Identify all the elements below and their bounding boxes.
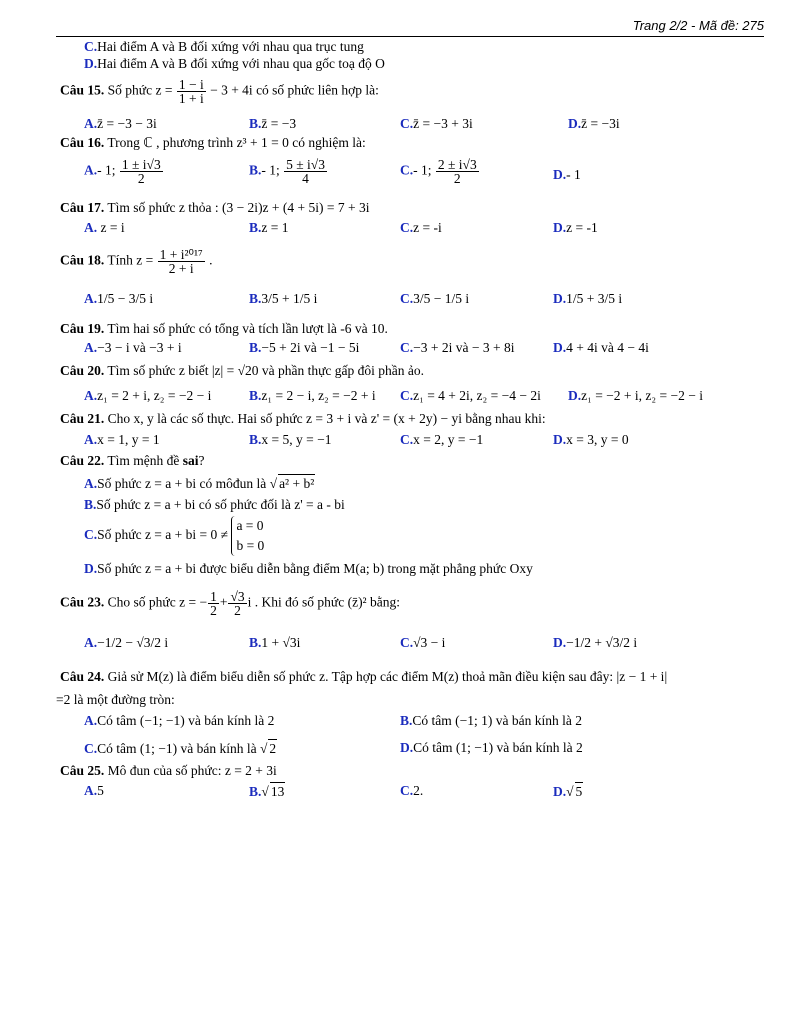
option-value: z₁ = 2 + i, z₂ = −2 − i <box>97 388 212 403</box>
option-label: C. <box>400 635 414 650</box>
option-value: −1/2 + √3/2 i <box>566 635 638 650</box>
question-number: Câu 18. <box>60 252 105 268</box>
option-label: D. <box>553 167 567 182</box>
q25-stem <box>60 762 277 779</box>
sqrt-sign <box>270 476 277 491</box>
option-label: A. <box>84 116 98 131</box>
option-value: z̄ = −3 + 3i <box>413 116 473 131</box>
q21-option-b <box>249 431 331 448</box>
radicand: 5 <box>575 784 583 799</box>
q18-option-a <box>84 290 153 307</box>
fraction <box>228 590 246 617</box>
question-text: Tìm hai số phức có tổng và tích lần lượt là -6 và 10. <box>107 321 388 336</box>
question-text: Tìm số phức z thỏa : <box>107 200 219 215</box>
option-value: z = 1 <box>261 220 289 235</box>
option-text: Hai điểm A và B đối xứng với nhau qua gốc toạ độ O <box>97 56 385 71</box>
q23-option-d <box>553 634 637 651</box>
option-value: Số phức z = a + bi có môđun là <box>97 476 267 491</box>
option-label: A. <box>84 783 98 798</box>
numerator: 1 + i²⁰¹⁷ <box>159 247 203 262</box>
page-header: Trang 2/2 - Mã đề: 275 <box>56 16 764 37</box>
option-value: 3/5 − 1/5 i <box>413 291 470 306</box>
option-value: √3 − i <box>413 635 446 650</box>
math: |z − 1 + i| <box>616 669 668 684</box>
radicand: a² + b² <box>279 476 315 491</box>
option-label: D. <box>553 291 567 306</box>
option-value: 3/5 + 1/5 i <box>261 291 318 306</box>
question-text: Giả sử M(z) là điểm biểu diễn số phức z. Tập hợp các điểm M(z) thoả mãn điều kiện sau đây: <box>107 669 614 684</box>
sqrt-sign <box>566 784 573 799</box>
option-label: D. <box>568 116 582 131</box>
option-value: z = -1 <box>566 220 598 235</box>
fraction <box>158 248 205 275</box>
punctuation: ? <box>198 453 205 468</box>
denominator: 4 <box>302 171 309 186</box>
option-label: D. <box>553 340 567 355</box>
option-label: C. <box>84 527 98 543</box>
question-text: . Khi đó số phức <box>254 594 345 610</box>
math: z = 3 + i <box>305 411 352 426</box>
question-text: Tìm mệnh đề <box>107 453 180 468</box>
q22-option-a <box>84 474 315 492</box>
question-text: =2 là một đường tròn: <box>56 692 175 707</box>
math: z = − <box>179 594 208 610</box>
question-text: và <box>354 411 368 426</box>
option-value: Có tâm (−1; −1) và bán kính là 2 <box>97 713 275 728</box>
option-value: z̄ = −3 − 3i <box>97 116 157 131</box>
denominator: 2 <box>137 171 145 186</box>
math: |z| = √20 <box>211 363 259 378</box>
q25-option-a <box>84 782 104 799</box>
option-value: −1/2 − √3/2 i <box>97 635 169 650</box>
denominator: 1 + i <box>178 91 204 106</box>
emphasis: sai <box>182 453 199 468</box>
option-label: C. <box>84 741 98 756</box>
q21-stem <box>60 410 546 427</box>
q21-option-d <box>553 431 629 448</box>
q20-stem <box>60 362 424 379</box>
option-label: C. <box>84 39 98 54</box>
option-value: z = -i <box>413 220 442 235</box>
option-value: Số phức z = a + bi được biểu diễn bằng điểm M(a; b) trong mặt phẳng phức Oxy <box>97 561 533 576</box>
math: − 3 + 4i <box>210 82 253 98</box>
option-label: B. <box>84 497 97 512</box>
option-value: z₁ = 4 + 2i, z₂ = −4 − 2i <box>413 388 541 403</box>
option-value: 1/5 − 3/5 i <box>97 291 154 306</box>
option-label: D. <box>84 56 98 71</box>
math: z' = (x + 2y) − yi <box>370 411 462 426</box>
denominator: 2 <box>210 603 217 618</box>
q25-option-c <box>400 782 423 799</box>
option-label: A. <box>84 220 98 235</box>
option-value: 2. <box>413 783 424 798</box>
option-label: A. <box>84 432 98 447</box>
q17-option-c <box>400 219 442 236</box>
math: z = <box>155 82 173 98</box>
option-label: B. <box>249 162 262 178</box>
option-label: C. <box>400 432 414 447</box>
option-value: Có tâm (1; −1) và bán kính là <box>97 741 257 756</box>
radicand: 2 <box>269 741 277 756</box>
option-label: B. <box>249 116 262 131</box>
option-value: z₁ = 2 − i, z₂ = −2 + i <box>261 388 376 403</box>
option-label: A. <box>84 476 98 491</box>
option-value: - 1; <box>261 162 280 178</box>
question-number: Câu 23. <box>60 594 105 610</box>
q16-option-a <box>84 158 164 185</box>
denominator: 2 <box>234 603 241 618</box>
option-value: z₁ = −2 + i, z₂ = −2 − i <box>581 388 703 403</box>
option-value: Số phức z = a + bi = 0 ≠ <box>97 527 229 543</box>
option-value: x = 2, y = −1 <box>413 432 484 447</box>
option-label: B. <box>249 291 262 306</box>
option-label: C. <box>400 220 414 235</box>
sqrt-sign <box>261 784 268 799</box>
option-label: A. <box>84 388 98 403</box>
q25-option-b <box>249 782 285 800</box>
q22-option-d <box>84 560 533 577</box>
option-label: D. <box>568 388 582 403</box>
q23-stem: Câu 23. Cho số phức z = − $\frac{1}{2}$ + $\frac{√3}{2}$ i . Khi đó số phức (z̄)² bằng: <box>60 589 400 618</box>
option-value: −5 + 2i và −1 − 5i <box>261 340 360 355</box>
q25-option-d <box>553 782 583 800</box>
q20-option-d <box>568 387 703 404</box>
option-label: D. <box>553 432 567 447</box>
q15-option-d <box>568 115 620 132</box>
numerator: 1 <box>210 589 217 604</box>
question-text: Tính <box>107 252 133 268</box>
option-label: B. <box>249 220 262 235</box>
option-label: D. <box>553 220 567 235</box>
fraction <box>208 590 219 617</box>
question-number: Câu 25. <box>60 763 105 778</box>
q23-option-a <box>84 634 168 651</box>
q24-option-a <box>84 712 274 729</box>
math: (z̄)² <box>347 594 367 610</box>
q21-option-a <box>84 431 160 448</box>
option-label: B. <box>249 388 262 403</box>
question-text: Trong ℂ , phương trình <box>107 135 234 150</box>
math: z³ + 1 = 0 <box>236 135 289 150</box>
option-value: z̄ = −3i <box>581 116 620 131</box>
option-value: 4 + 4i và 4 − 4i <box>566 340 649 355</box>
option-value: Có tâm (1; −1) và bán kính là 2 <box>413 740 583 755</box>
q23-option-c <box>400 634 445 651</box>
q20-option-c <box>400 387 541 404</box>
question-number: Câu 24. <box>60 669 105 684</box>
q24-stem <box>60 668 667 685</box>
punctuation: . <box>209 252 213 268</box>
q24-option-b <box>400 712 582 729</box>
q14-option-c <box>84 38 364 55</box>
option-value: - 1; <box>97 162 116 178</box>
q17-option-d <box>553 219 598 236</box>
fraction <box>120 158 163 185</box>
option-value: −3 + 2i và − 3 + 8i <box>413 340 515 355</box>
option-value: −3 − i và −3 + i <box>97 340 182 355</box>
q16-option-c <box>400 158 480 185</box>
option-label: D. <box>84 561 98 576</box>
fraction <box>436 158 479 185</box>
q24-stem-cont <box>56 691 175 708</box>
q21-option-c <box>400 431 483 448</box>
system-line: b = 0 <box>236 538 265 553</box>
q24-option-d <box>400 739 583 756</box>
q16-option-d <box>553 166 581 183</box>
question-number: Câu 15. <box>60 82 105 98</box>
q19-stem <box>60 320 388 337</box>
q22-stem <box>60 452 205 469</box>
option-value: - 1 <box>566 167 581 182</box>
q19-option-b <box>249 339 359 356</box>
q23-option-b <box>249 634 300 651</box>
q17-option-b <box>249 219 289 236</box>
math: z = <box>136 252 154 268</box>
q15-option-c <box>400 115 473 132</box>
question-text: bằng nhau khi: <box>465 411 546 426</box>
option-text: Hai điểm A và B đối xứng với nhau qua trục tung <box>97 39 364 54</box>
numerator: 2 ± i√3 <box>437 157 477 172</box>
fraction <box>177 78 206 105</box>
option-value: z = i <box>100 220 125 235</box>
option-value: x = 1, y = 1 <box>97 432 160 447</box>
question-text: bằng: <box>369 594 400 610</box>
denominator: 2 <box>453 171 461 186</box>
numerator: 1 − i <box>178 77 204 92</box>
question-text: Tìm số phức z biết <box>107 363 209 378</box>
q24-option-c <box>84 739 277 757</box>
option-label: A. <box>84 291 98 306</box>
option-label: D. <box>400 740 414 755</box>
math: (3 − 2i)z + (4 + 5i) = 7 + 3i <box>221 200 370 215</box>
numerator: 5 ± i√3 <box>286 157 325 172</box>
question-text: có số phức liên hợp là: <box>256 82 379 98</box>
option-value: z̄ = −3 <box>261 116 297 131</box>
option-label: C. <box>400 783 414 798</box>
q18-option-c <box>400 290 469 307</box>
option-label: C. <box>400 116 414 131</box>
q19-option-d <box>553 339 649 356</box>
question-text: Cho số phức <box>107 594 176 610</box>
math: z = 2 + 3i <box>224 763 277 778</box>
question-text: Cho x, y là các số thực. Hai số phức <box>107 411 303 426</box>
option-value: - 1; <box>413 162 432 178</box>
question-text: và phần thực gấp đôi phần ảo. <box>261 363 425 378</box>
question-number: Câu 20. <box>60 363 105 378</box>
question-number: Câu 21. <box>60 411 105 426</box>
numerator: 1 ± i√3 <box>121 157 161 172</box>
question-text: có nghiệm là: <box>292 135 366 150</box>
question-number: Câu 19. <box>60 321 105 336</box>
fraction <box>284 158 327 185</box>
question-number: Câu 16. <box>60 135 105 150</box>
q22-option-b <box>84 496 345 513</box>
q17-option-a <box>84 219 125 236</box>
q22-option-c <box>84 516 264 556</box>
question-number: Câu 17. <box>60 200 105 215</box>
option-label: A. <box>84 162 98 178</box>
option-label: C. <box>400 291 414 306</box>
radicand: 13 <box>270 784 285 799</box>
option-label: B. <box>249 635 262 650</box>
q20-option-a <box>84 387 211 404</box>
option-label: C. <box>400 340 414 355</box>
q17-stem <box>60 199 370 216</box>
option-label: A. <box>84 713 98 728</box>
question-text: Mô đun của số phức: <box>107 763 222 778</box>
option-label: B. <box>249 340 262 355</box>
q20-option-b <box>249 387 376 404</box>
q15-option-a <box>84 115 157 132</box>
option-label: D. <box>553 784 567 799</box>
q16-stem <box>60 134 366 151</box>
q19-option-c <box>400 339 514 356</box>
option-label: A. <box>84 340 98 355</box>
sqrt-sign <box>260 741 267 756</box>
option-label: C. <box>400 162 414 178</box>
option-value: Có tâm (−1; 1) và bán kính là 2 <box>412 713 582 728</box>
q14-option-d <box>84 55 385 72</box>
q16-option-b <box>249 158 328 185</box>
option-label: A. <box>84 635 98 650</box>
option-label: D. <box>553 635 567 650</box>
q18-option-d <box>553 290 622 307</box>
option-label: B. <box>249 432 262 447</box>
system-line: a = 0 <box>236 518 264 533</box>
option-label: C. <box>400 388 414 403</box>
option-value: 5 <box>97 783 104 798</box>
denominator: 2 + i <box>168 261 194 276</box>
q15-stem <box>60 78 379 105</box>
q15-option-b <box>249 115 296 132</box>
option-value: Số phức z = a + bi có số phức đối là z' = a - bi <box>96 497 345 512</box>
option-value: x = 3, y = 0 <box>566 432 629 447</box>
q18-stem <box>60 248 212 275</box>
option-label: B. <box>400 713 413 728</box>
system-brace <box>231 516 264 556</box>
option-label: B. <box>249 784 262 799</box>
question-text: Số phức <box>107 82 153 98</box>
numerator: √3 <box>230 589 245 604</box>
option-value: 1 + √3i <box>261 635 301 650</box>
option-value: x = 5, y = −1 <box>261 432 332 447</box>
question-number: Câu 22. <box>60 453 105 468</box>
q18-option-b <box>249 290 317 307</box>
option-value: 1/5 + 3/5 i <box>566 291 623 306</box>
q19-option-a <box>84 339 182 356</box>
